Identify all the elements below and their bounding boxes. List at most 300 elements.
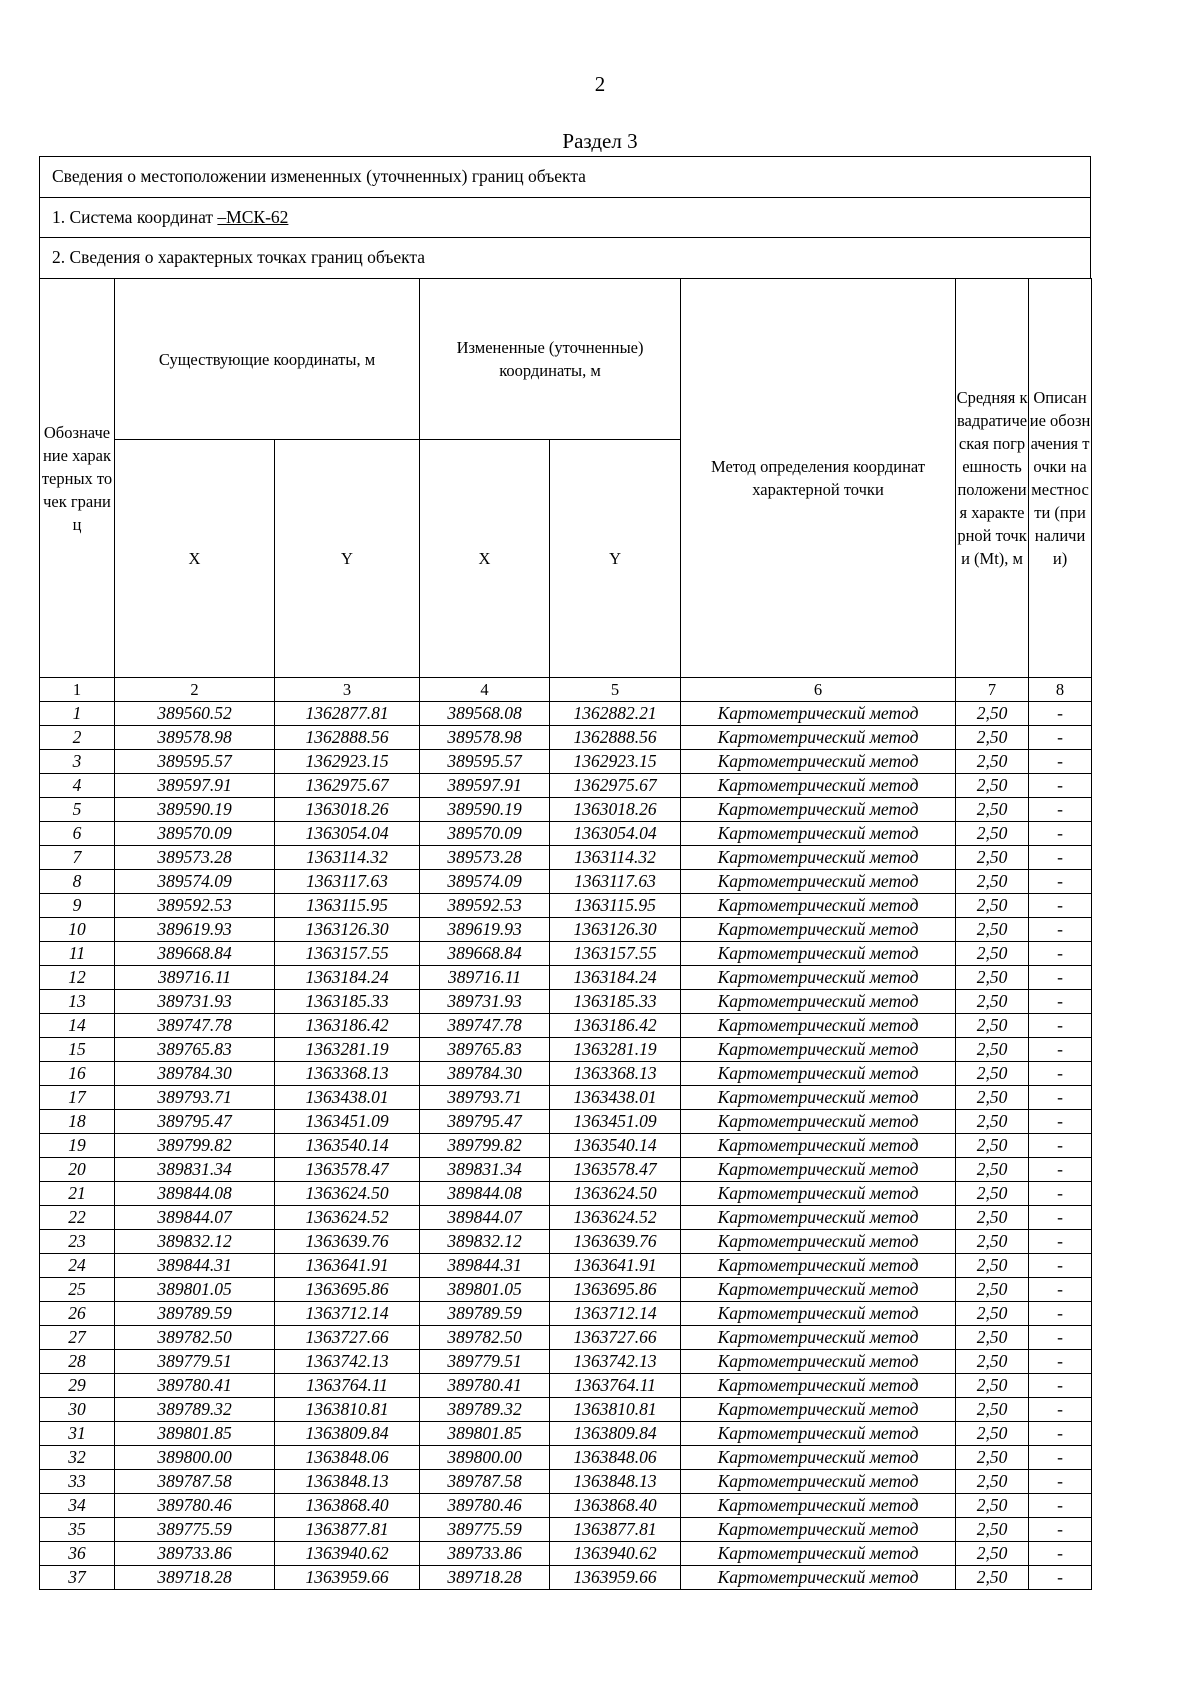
error-cell: 2,50	[956, 894, 1029, 918]
method-cell: Картометрический метод	[681, 1014, 956, 1038]
existing-x-cell: 389775.59	[115, 1518, 275, 1542]
existing-x-cell: 389597.91	[115, 774, 275, 798]
changed-x-cell: 389780.46	[420, 1494, 550, 1518]
changed-x-cell: 389568.08	[420, 702, 550, 726]
changed-x-cell: 389789.32	[420, 1398, 550, 1422]
method-cell: Картометрический метод	[681, 1494, 956, 1518]
changed-y-cell: 1362882.21	[550, 702, 681, 726]
error-cell: 2,50	[956, 726, 1029, 750]
changed-y-cell: 1363959.66	[550, 1566, 681, 1590]
point-id-cell: 12	[40, 966, 115, 990]
existing-x-cell: 389844.31	[115, 1254, 275, 1278]
table-row	[40, 798, 1092, 822]
error-cell: 2,50	[956, 1494, 1029, 1518]
table-row	[40, 1542, 1092, 1566]
changed-x-cell: 389801.85	[420, 1422, 550, 1446]
changed-x-cell: 389844.08	[420, 1182, 550, 1206]
point-id-cell: 11	[40, 942, 115, 966]
point-id-cell: 3	[40, 750, 115, 774]
table-row	[40, 1374, 1092, 1398]
point-id-cell: 25	[40, 1278, 115, 1302]
changed-y-cell: 1363018.26	[550, 798, 681, 822]
method-cell: Картометрический метод	[681, 870, 956, 894]
existing-x-cell: 389779.51	[115, 1350, 275, 1374]
changed-y-cell: 1363848.06	[550, 1446, 681, 1470]
error-cell: 2,50	[956, 1110, 1029, 1134]
point-id-cell: 27	[40, 1326, 115, 1350]
existing-y-cell: 1363185.33	[275, 990, 420, 1014]
method-cell: Картометрический метод	[681, 1158, 956, 1182]
table-row	[40, 1566, 1092, 1590]
method-cell: Картометрический метод	[681, 1446, 956, 1470]
existing-y-cell: 1363117.63	[275, 870, 420, 894]
method-cell: Картометрический метод	[681, 1230, 956, 1254]
changed-x-cell: 389578.98	[420, 726, 550, 750]
error-cell: 2,50	[956, 846, 1029, 870]
changed-x-cell: 389765.83	[420, 1038, 550, 1062]
col-header-point-id: Обозначение характерных точек границ	[40, 279, 115, 678]
description-cell: -	[1029, 1158, 1092, 1182]
table-row	[40, 726, 1092, 750]
column-number: 3	[275, 678, 420, 702]
error-cell: 2,50	[956, 1326, 1029, 1350]
method-cell: Картометрический метод	[681, 966, 956, 990]
table-row	[40, 1206, 1092, 1230]
table-row	[40, 822, 1092, 846]
changed-x-cell: 389801.05	[420, 1278, 550, 1302]
error-cell: 2,50	[956, 1446, 1029, 1470]
changed-y-cell: 1363126.30	[550, 918, 681, 942]
table-row	[40, 966, 1092, 990]
changed-x-cell: 389595.57	[420, 750, 550, 774]
point-id-cell: 24	[40, 1254, 115, 1278]
column-number: 1	[40, 678, 115, 702]
table-row	[40, 1422, 1092, 1446]
existing-x-cell: 389716.11	[115, 966, 275, 990]
changed-x-cell: 389574.09	[420, 870, 550, 894]
existing-y-cell: 1363126.30	[275, 918, 420, 942]
description-cell: -	[1029, 726, 1092, 750]
existing-x-cell: 389780.46	[115, 1494, 275, 1518]
existing-x-cell: 389668.84	[115, 942, 275, 966]
table-row	[40, 918, 1092, 942]
table-row	[40, 870, 1092, 894]
description-cell: -	[1029, 1254, 1092, 1278]
changed-x-cell: 389592.53	[420, 894, 550, 918]
existing-x-cell: 389619.93	[115, 918, 275, 942]
changed-x-cell: 389573.28	[420, 846, 550, 870]
existing-y-cell: 1363184.24	[275, 966, 420, 990]
point-id-cell: 15	[40, 1038, 115, 1062]
changed-x-cell: 389590.19	[420, 798, 550, 822]
changed-x-cell: 389718.28	[420, 1566, 550, 1590]
changed-y-cell: 1362923.15	[550, 750, 681, 774]
col-header-method: Метод определения координат характерной точки	[681, 279, 956, 678]
col-header-y-changed: Y	[550, 440, 681, 678]
method-cell: Картометрический метод	[681, 1398, 956, 1422]
description-cell: -	[1029, 798, 1092, 822]
existing-x-cell: 389733.86	[115, 1542, 275, 1566]
table-row	[40, 1350, 1092, 1374]
column-number: 4	[420, 678, 550, 702]
description-cell: -	[1029, 1494, 1092, 1518]
changed-y-cell: 1363695.86	[550, 1278, 681, 1302]
changed-x-cell: 389733.86	[420, 1542, 550, 1566]
point-id-cell: 23	[40, 1230, 115, 1254]
description-cell: -	[1029, 1038, 1092, 1062]
existing-x-cell: 389595.57	[115, 750, 275, 774]
error-cell: 2,50	[956, 1470, 1029, 1494]
table-row	[40, 1446, 1092, 1470]
existing-y-cell: 1363959.66	[275, 1566, 420, 1590]
existing-x-cell: 389832.12	[115, 1230, 275, 1254]
changed-y-cell: 1363810.81	[550, 1398, 681, 1422]
changed-y-cell: 1363712.14	[550, 1302, 681, 1326]
existing-x-cell: 389780.41	[115, 1374, 275, 1398]
description-cell: -	[1029, 702, 1092, 726]
existing-y-cell: 1363764.11	[275, 1374, 420, 1398]
existing-y-cell: 1363641.91	[275, 1254, 420, 1278]
existing-x-cell: 389801.05	[115, 1278, 275, 1302]
existing-y-cell: 1362877.81	[275, 702, 420, 726]
point-id-cell: 34	[40, 1494, 115, 1518]
error-cell: 2,50	[956, 822, 1029, 846]
error-cell: 2,50	[956, 1038, 1029, 1062]
method-cell: Картометрический метод	[681, 1110, 956, 1134]
description-cell: -	[1029, 1470, 1092, 1494]
column-number: 2	[115, 678, 275, 702]
table-row	[40, 1230, 1092, 1254]
description-cell: -	[1029, 894, 1092, 918]
changed-y-cell: 1363641.91	[550, 1254, 681, 1278]
existing-y-cell: 1362975.67	[275, 774, 420, 798]
point-id-cell: 26	[40, 1302, 115, 1326]
point-id-cell: 21	[40, 1182, 115, 1206]
error-cell: 2,50	[956, 1014, 1029, 1038]
point-id-cell: 9	[40, 894, 115, 918]
existing-y-cell: 1363368.13	[275, 1062, 420, 1086]
error-cell: 2,50	[956, 774, 1029, 798]
existing-x-cell: 389844.08	[115, 1182, 275, 1206]
existing-x-cell: 389570.09	[115, 822, 275, 846]
existing-y-cell: 1363868.40	[275, 1494, 420, 1518]
error-cell: 2,50	[956, 750, 1029, 774]
existing-x-cell: 389765.83	[115, 1038, 275, 1062]
existing-x-cell: 389578.98	[115, 726, 275, 750]
existing-x-cell: 389789.59	[115, 1302, 275, 1326]
method-cell: Картометрический метод	[681, 942, 956, 966]
table-row	[40, 1326, 1092, 1350]
error-cell: 2,50	[956, 942, 1029, 966]
error-cell: 2,50	[956, 1134, 1029, 1158]
column-number: 6	[681, 678, 956, 702]
error-cell: 2,50	[956, 1158, 1029, 1182]
error-cell: 2,50	[956, 1206, 1029, 1230]
description-cell: -	[1029, 1182, 1092, 1206]
existing-y-cell: 1363054.04	[275, 822, 420, 846]
coordinates-table	[39, 278, 1092, 1590]
changed-x-cell: 389747.78	[420, 1014, 550, 1038]
table-row	[40, 1398, 1092, 1422]
existing-y-cell: 1363115.95	[275, 894, 420, 918]
table-row	[40, 846, 1092, 870]
changed-y-cell: 1363639.76	[550, 1230, 681, 1254]
table-row	[40, 1302, 1092, 1326]
method-cell: Картометрический метод	[681, 918, 956, 942]
column-number: 7	[956, 678, 1029, 702]
error-cell: 2,50	[956, 1374, 1029, 1398]
method-cell: Картометрический метод	[681, 1470, 956, 1494]
error-cell: 2,50	[956, 798, 1029, 822]
changed-x-cell: 389716.11	[420, 966, 550, 990]
method-cell: Картометрический метод	[681, 1278, 956, 1302]
existing-y-cell: 1363639.76	[275, 1230, 420, 1254]
changed-x-cell: 389784.30	[420, 1062, 550, 1086]
point-id-cell: 33	[40, 1470, 115, 1494]
description-cell: -	[1029, 1374, 1092, 1398]
point-id-cell: 16	[40, 1062, 115, 1086]
point-id-cell: 18	[40, 1110, 115, 1134]
existing-x-cell: 389789.32	[115, 1398, 275, 1422]
changed-y-cell: 1363624.52	[550, 1206, 681, 1230]
point-id-cell: 31	[40, 1422, 115, 1446]
changed-x-cell: 389619.93	[420, 918, 550, 942]
error-cell: 2,50	[956, 702, 1029, 726]
table-row	[40, 1278, 1092, 1302]
changed-x-cell: 389787.58	[420, 1470, 550, 1494]
column-number-row	[40, 678, 1092, 702]
point-id-cell: 32	[40, 1446, 115, 1470]
table-row	[40, 1014, 1092, 1038]
changed-y-cell: 1363157.55	[550, 942, 681, 966]
col-header-existing-coords: Существующие координаты, м	[115, 279, 420, 440]
method-cell: Картометрический метод	[681, 1374, 956, 1398]
existing-y-cell: 1363624.52	[275, 1206, 420, 1230]
changed-y-cell: 1363742.13	[550, 1350, 681, 1374]
changed-y-cell: 1363727.66	[550, 1326, 681, 1350]
table-row	[40, 1062, 1092, 1086]
changed-x-cell: 389844.07	[420, 1206, 550, 1230]
coordinate-system-label: 1. Система координат	[52, 206, 218, 227]
existing-x-cell: 389787.58	[115, 1470, 275, 1494]
point-id-cell: 35	[40, 1518, 115, 1542]
error-cell: 2,50	[956, 966, 1029, 990]
description-cell: -	[1029, 1278, 1092, 1302]
changed-x-cell: 389782.50	[420, 1326, 550, 1350]
existing-y-cell: 1363018.26	[275, 798, 420, 822]
header-location-text: Сведения о местоположении измененных (уточненных) границ объекта	[52, 166, 586, 187]
description-cell: -	[1029, 1134, 1092, 1158]
method-cell: Картометрический метод	[681, 726, 956, 750]
changed-y-cell: 1363624.50	[550, 1182, 681, 1206]
changed-y-cell: 1363764.11	[550, 1374, 681, 1398]
point-id-cell: 2	[40, 726, 115, 750]
existing-y-cell: 1363695.86	[275, 1278, 420, 1302]
changed-x-cell: 389793.71	[420, 1086, 550, 1110]
header-location-info	[39, 156, 1091, 198]
table-row	[40, 1254, 1092, 1278]
changed-y-cell: 1363877.81	[550, 1518, 681, 1542]
existing-y-cell: 1363848.06	[275, 1446, 420, 1470]
description-cell: -	[1029, 1302, 1092, 1326]
header-coordinate-system	[39, 197, 1091, 238]
column-number: 5	[550, 678, 681, 702]
description-cell: -	[1029, 918, 1092, 942]
table-row	[40, 1086, 1092, 1110]
method-cell: Картометрический метод	[681, 846, 956, 870]
changed-y-cell: 1363848.13	[550, 1470, 681, 1494]
existing-y-cell: 1363848.13	[275, 1470, 420, 1494]
existing-x-cell: 389573.28	[115, 846, 275, 870]
changed-x-cell: 389832.12	[420, 1230, 550, 1254]
description-cell: -	[1029, 1110, 1092, 1134]
changed-y-cell: 1363185.33	[550, 990, 681, 1014]
table-row	[40, 1134, 1092, 1158]
header-points-text: 2. Сведения о характерных точках границ объекта	[52, 247, 426, 268]
table-row	[40, 774, 1092, 798]
table-row	[40, 750, 1092, 774]
existing-y-cell: 1363712.14	[275, 1302, 420, 1326]
changed-x-cell: 389800.00	[420, 1446, 550, 1470]
method-cell: Картометрический метод	[681, 1350, 956, 1374]
table-row	[40, 990, 1092, 1014]
changed-y-cell: 1363940.62	[550, 1542, 681, 1566]
changed-y-cell: 1363115.95	[550, 894, 681, 918]
changed-x-cell: 389795.47	[420, 1110, 550, 1134]
method-cell: Картометрический метод	[681, 1326, 956, 1350]
error-cell: 2,50	[956, 1398, 1029, 1422]
description-cell: -	[1029, 990, 1092, 1014]
changed-y-cell: 1363438.01	[550, 1086, 681, 1110]
existing-y-cell: 1363186.42	[275, 1014, 420, 1038]
description-cell: -	[1029, 774, 1092, 798]
changed-x-cell: 389831.34	[420, 1158, 550, 1182]
point-id-cell: 6	[40, 822, 115, 846]
col-header-y-existing: Y	[275, 440, 420, 678]
changed-y-cell: 1363540.14	[550, 1134, 681, 1158]
col-header-x-existing: X	[115, 440, 275, 678]
existing-x-cell: 389795.47	[115, 1110, 275, 1134]
table-row	[40, 942, 1092, 966]
error-cell: 2,50	[956, 1518, 1029, 1542]
point-id-cell: 4	[40, 774, 115, 798]
method-cell: Картометрический метод	[681, 990, 956, 1014]
description-cell: -	[1029, 1206, 1092, 1230]
error-cell: 2,50	[956, 990, 1029, 1014]
existing-x-cell: 389801.85	[115, 1422, 275, 1446]
changed-y-cell: 1363578.47	[550, 1158, 681, 1182]
method-cell: Картометрический метод	[681, 1134, 956, 1158]
changed-y-cell: 1363809.84	[550, 1422, 681, 1446]
changed-y-cell: 1363117.63	[550, 870, 681, 894]
changed-y-cell: 1363186.42	[550, 1014, 681, 1038]
description-cell: -	[1029, 1518, 1092, 1542]
table-row	[40, 702, 1092, 726]
existing-y-cell: 1363809.84	[275, 1422, 420, 1446]
existing-y-cell: 1363877.81	[275, 1518, 420, 1542]
existing-y-cell: 1363451.09	[275, 1110, 420, 1134]
existing-x-cell: 389800.00	[115, 1446, 275, 1470]
existing-x-cell: 389782.50	[115, 1326, 275, 1350]
existing-x-cell: 389793.71	[115, 1086, 275, 1110]
description-cell: -	[1029, 750, 1092, 774]
method-cell: Картометрический метод	[681, 1518, 956, 1542]
existing-x-cell: 389844.07	[115, 1206, 275, 1230]
existing-y-cell: 1363742.13	[275, 1350, 420, 1374]
method-cell: Картометрический метод	[681, 702, 956, 726]
table-row	[40, 1518, 1092, 1542]
point-id-cell: 17	[40, 1086, 115, 1110]
changed-x-cell: 389779.51	[420, 1350, 550, 1374]
changed-y-cell: 1362975.67	[550, 774, 681, 798]
error-cell: 2,50	[956, 1230, 1029, 1254]
table-row	[40, 1470, 1092, 1494]
changed-x-cell: 389775.59	[420, 1518, 550, 1542]
error-cell: 2,50	[956, 870, 1029, 894]
existing-y-cell: 1363727.66	[275, 1326, 420, 1350]
point-id-cell: 30	[40, 1398, 115, 1422]
changed-x-cell: 389668.84	[420, 942, 550, 966]
existing-y-cell: 1363578.47	[275, 1158, 420, 1182]
error-cell: 2,50	[956, 1542, 1029, 1566]
description-cell: -	[1029, 1062, 1092, 1086]
point-id-cell: 7	[40, 846, 115, 870]
description-cell: -	[1029, 870, 1092, 894]
method-cell: Картометрический метод	[681, 1086, 956, 1110]
existing-y-cell: 1363438.01	[275, 1086, 420, 1110]
point-id-cell: 22	[40, 1206, 115, 1230]
changed-x-cell: 389844.31	[420, 1254, 550, 1278]
section-title: Раздел 3	[562, 129, 638, 153]
description-cell: -	[1029, 1350, 1092, 1374]
existing-x-cell: 389574.09	[115, 870, 275, 894]
point-id-cell: 14	[40, 1014, 115, 1038]
point-id-cell: 36	[40, 1542, 115, 1566]
existing-x-cell: 389731.93	[115, 990, 275, 1014]
col-header-error: Средняя квадратическая погрешность положения характерной точки (Mt), м	[956, 279, 1029, 678]
point-id-cell: 1	[40, 702, 115, 726]
description-cell: -	[1029, 1422, 1092, 1446]
method-cell: Картометрический метод	[681, 1302, 956, 1326]
method-cell: Картометрический метод	[681, 1038, 956, 1062]
page-number: 2	[594, 72, 606, 96]
changed-y-cell: 1363184.24	[550, 966, 681, 990]
changed-x-cell: 389570.09	[420, 822, 550, 846]
description-cell: -	[1029, 846, 1092, 870]
point-id-cell: 8	[40, 870, 115, 894]
description-cell: -	[1029, 1398, 1092, 1422]
changed-y-cell: 1362888.56	[550, 726, 681, 750]
method-cell: Картометрический метод	[681, 1254, 956, 1278]
existing-y-cell: 1363810.81	[275, 1398, 420, 1422]
existing-y-cell: 1363281.19	[275, 1038, 420, 1062]
changed-y-cell: 1363114.32	[550, 846, 681, 870]
existing-y-cell: 1363114.32	[275, 846, 420, 870]
error-cell: 2,50	[956, 1422, 1029, 1446]
table-row	[40, 1038, 1092, 1062]
existing-y-cell: 1362888.56	[275, 726, 420, 750]
col-header-changed-coords: Измененные (уточненные) координаты, м	[420, 279, 681, 440]
point-id-cell: 19	[40, 1134, 115, 1158]
method-cell: Картометрический метод	[681, 1182, 956, 1206]
coordinate-system-value: –МСК-62	[217, 206, 289, 227]
method-cell: Картометрический метод	[681, 1206, 956, 1230]
changed-x-cell: 389799.82	[420, 1134, 550, 1158]
description-cell: -	[1029, 1446, 1092, 1470]
existing-x-cell: 389747.78	[115, 1014, 275, 1038]
error-cell: 2,50	[956, 1182, 1029, 1206]
col-header-description: Описание обозначения точки на местности (при наличии)	[1029, 279, 1092, 678]
